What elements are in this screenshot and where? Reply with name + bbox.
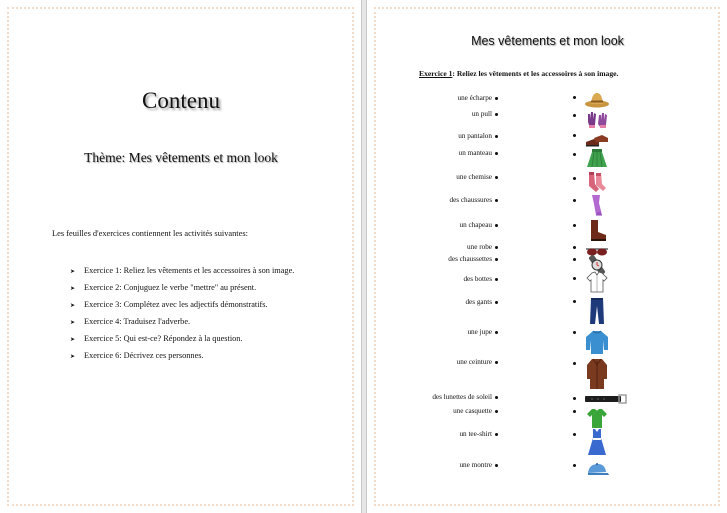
- arrow-bullet-icon: ➤: [70, 303, 76, 309]
- match-dot-right[interactable]: [573, 177, 576, 180]
- cap-icon: [584, 458, 610, 482]
- match-dot-right[interactable]: [573, 134, 576, 137]
- match-word: une robe: [467, 243, 492, 251]
- match-dot-left[interactable]: [495, 301, 498, 304]
- socks-icon: [584, 170, 610, 194]
- match-dot-right[interactable]: [573, 410, 576, 413]
- arrow-bullet-icon: ➤: [70, 269, 76, 275]
- exercise-list-item: ➤ Exercice 4: Traduisez l'adverbe.: [70, 317, 191, 326]
- skirt-icon: [584, 146, 610, 170]
- match-dot-right[interactable]: [573, 199, 576, 202]
- shirt-icon: [584, 270, 610, 294]
- match-dot-left[interactable]: [495, 396, 498, 399]
- match-word: un tee-shirt: [459, 430, 492, 438]
- match-word: une montre: [459, 461, 492, 469]
- match-word: une jupe: [467, 328, 492, 336]
- match-word: des lunettes de soleil: [432, 393, 492, 401]
- match-word: un manteau: [458, 149, 492, 157]
- match-dot-right[interactable]: [573, 433, 576, 436]
- scarf-icon: [584, 193, 610, 217]
- page-heading: Mes vêtements et mon look: [471, 34, 624, 48]
- match-dot-left[interactable]: [495, 433, 498, 436]
- theme-heading: Thème: Mes vêtements et mon look: [84, 150, 278, 165]
- arrow-bullet-icon: ➤: [70, 337, 76, 343]
- match-dot-left[interactable]: [495, 331, 498, 334]
- match-dot-left[interactable]: [495, 278, 498, 281]
- match-dot-left[interactable]: [495, 135, 498, 138]
- match-dot-right[interactable]: [573, 331, 576, 334]
- match-word: une casquette: [453, 407, 492, 415]
- exercise-page: [366, 0, 727, 513]
- match-dot-left[interactable]: [495, 464, 498, 467]
- match-dot-left[interactable]: [495, 97, 498, 100]
- match-dot-left[interactable]: [495, 410, 498, 413]
- match-word: des gants: [465, 298, 492, 306]
- decorative-border: [374, 7, 720, 506]
- match-dot-left[interactable]: [495, 199, 498, 202]
- match-word: des chaussettes: [448, 255, 492, 263]
- page-title: Contenu: [142, 88, 220, 113]
- arrow-bullet-icon: ➤: [70, 286, 76, 292]
- match-dot-right[interactable]: [573, 362, 576, 365]
- match-word: une ceinture: [456, 358, 492, 366]
- match-word: des chaussures: [449, 196, 492, 204]
- match-word: une chemise: [456, 173, 492, 181]
- match-dot-right[interactable]: [573, 464, 576, 467]
- match-dot-right[interactable]: [573, 224, 576, 227]
- match-dot-right[interactable]: [573, 246, 576, 249]
- intro-text: Les feuilles d'exercices contiennent les activités suivantes:: [52, 229, 248, 238]
- coat-icon: [584, 357, 610, 391]
- arrow-bullet-icon: ➤: [70, 354, 76, 360]
- match-dot-left[interactable]: [495, 224, 498, 227]
- exercise-list-item: ➤ Exercice 5: Qui est-ce? Répondez à la question.: [70, 334, 243, 343]
- match-word: un pull: [471, 110, 492, 118]
- decorative-border: [7, 7, 354, 506]
- match-dot-left[interactable]: [495, 361, 498, 364]
- match-dot-left[interactable]: [495, 176, 498, 179]
- match-dot-right[interactable]: [573, 397, 576, 400]
- belt-icon: [584, 393, 628, 405]
- match-dot-left[interactable]: [495, 113, 498, 116]
- match-dot-left[interactable]: [495, 152, 498, 155]
- exercise-list-item: ➤ Exercice 6: Décrivez ces personnes.: [70, 351, 204, 360]
- match-word: une écharpe: [457, 94, 492, 102]
- dress-icon: [584, 427, 610, 457]
- match-word: un chapeau: [459, 221, 492, 229]
- match-dot-left[interactable]: [495, 258, 498, 261]
- match-dot-right[interactable]: [573, 96, 576, 99]
- contents-page: [0, 0, 362, 513]
- match-dot-left[interactable]: [495, 246, 498, 249]
- exercise-list-item: ➤ Exercice 3: Complétez avec les adjectifs démonstratifs.: [70, 300, 268, 309]
- match-dot-right[interactable]: [573, 258, 576, 261]
- sweater-icon: [584, 328, 610, 356]
- match-dot-right[interactable]: [573, 300, 576, 303]
- arrow-bullet-icon: ➤: [70, 320, 76, 326]
- exercise-list-item: ➤ Exercice 2: Conjuguez le verbe "mettre" au présent.: [70, 283, 257, 292]
- exercise-instruction: Exercice 1: Reliez les vêtements et les accessoires à son image.: [419, 69, 619, 78]
- match-word: un pantalon: [458, 132, 492, 140]
- match-dot-right[interactable]: [573, 153, 576, 156]
- boots-icon: [584, 218, 610, 242]
- match-dot-right[interactable]: [573, 277, 576, 280]
- trousers-icon: [584, 296, 610, 326]
- exercise-list-item: ➤ Exercice 1: Reliez les vêtements et les accessoires à son image.: [70, 266, 295, 275]
- match-word: des bottes: [463, 275, 492, 283]
- match-dot-right[interactable]: [573, 114, 576, 117]
